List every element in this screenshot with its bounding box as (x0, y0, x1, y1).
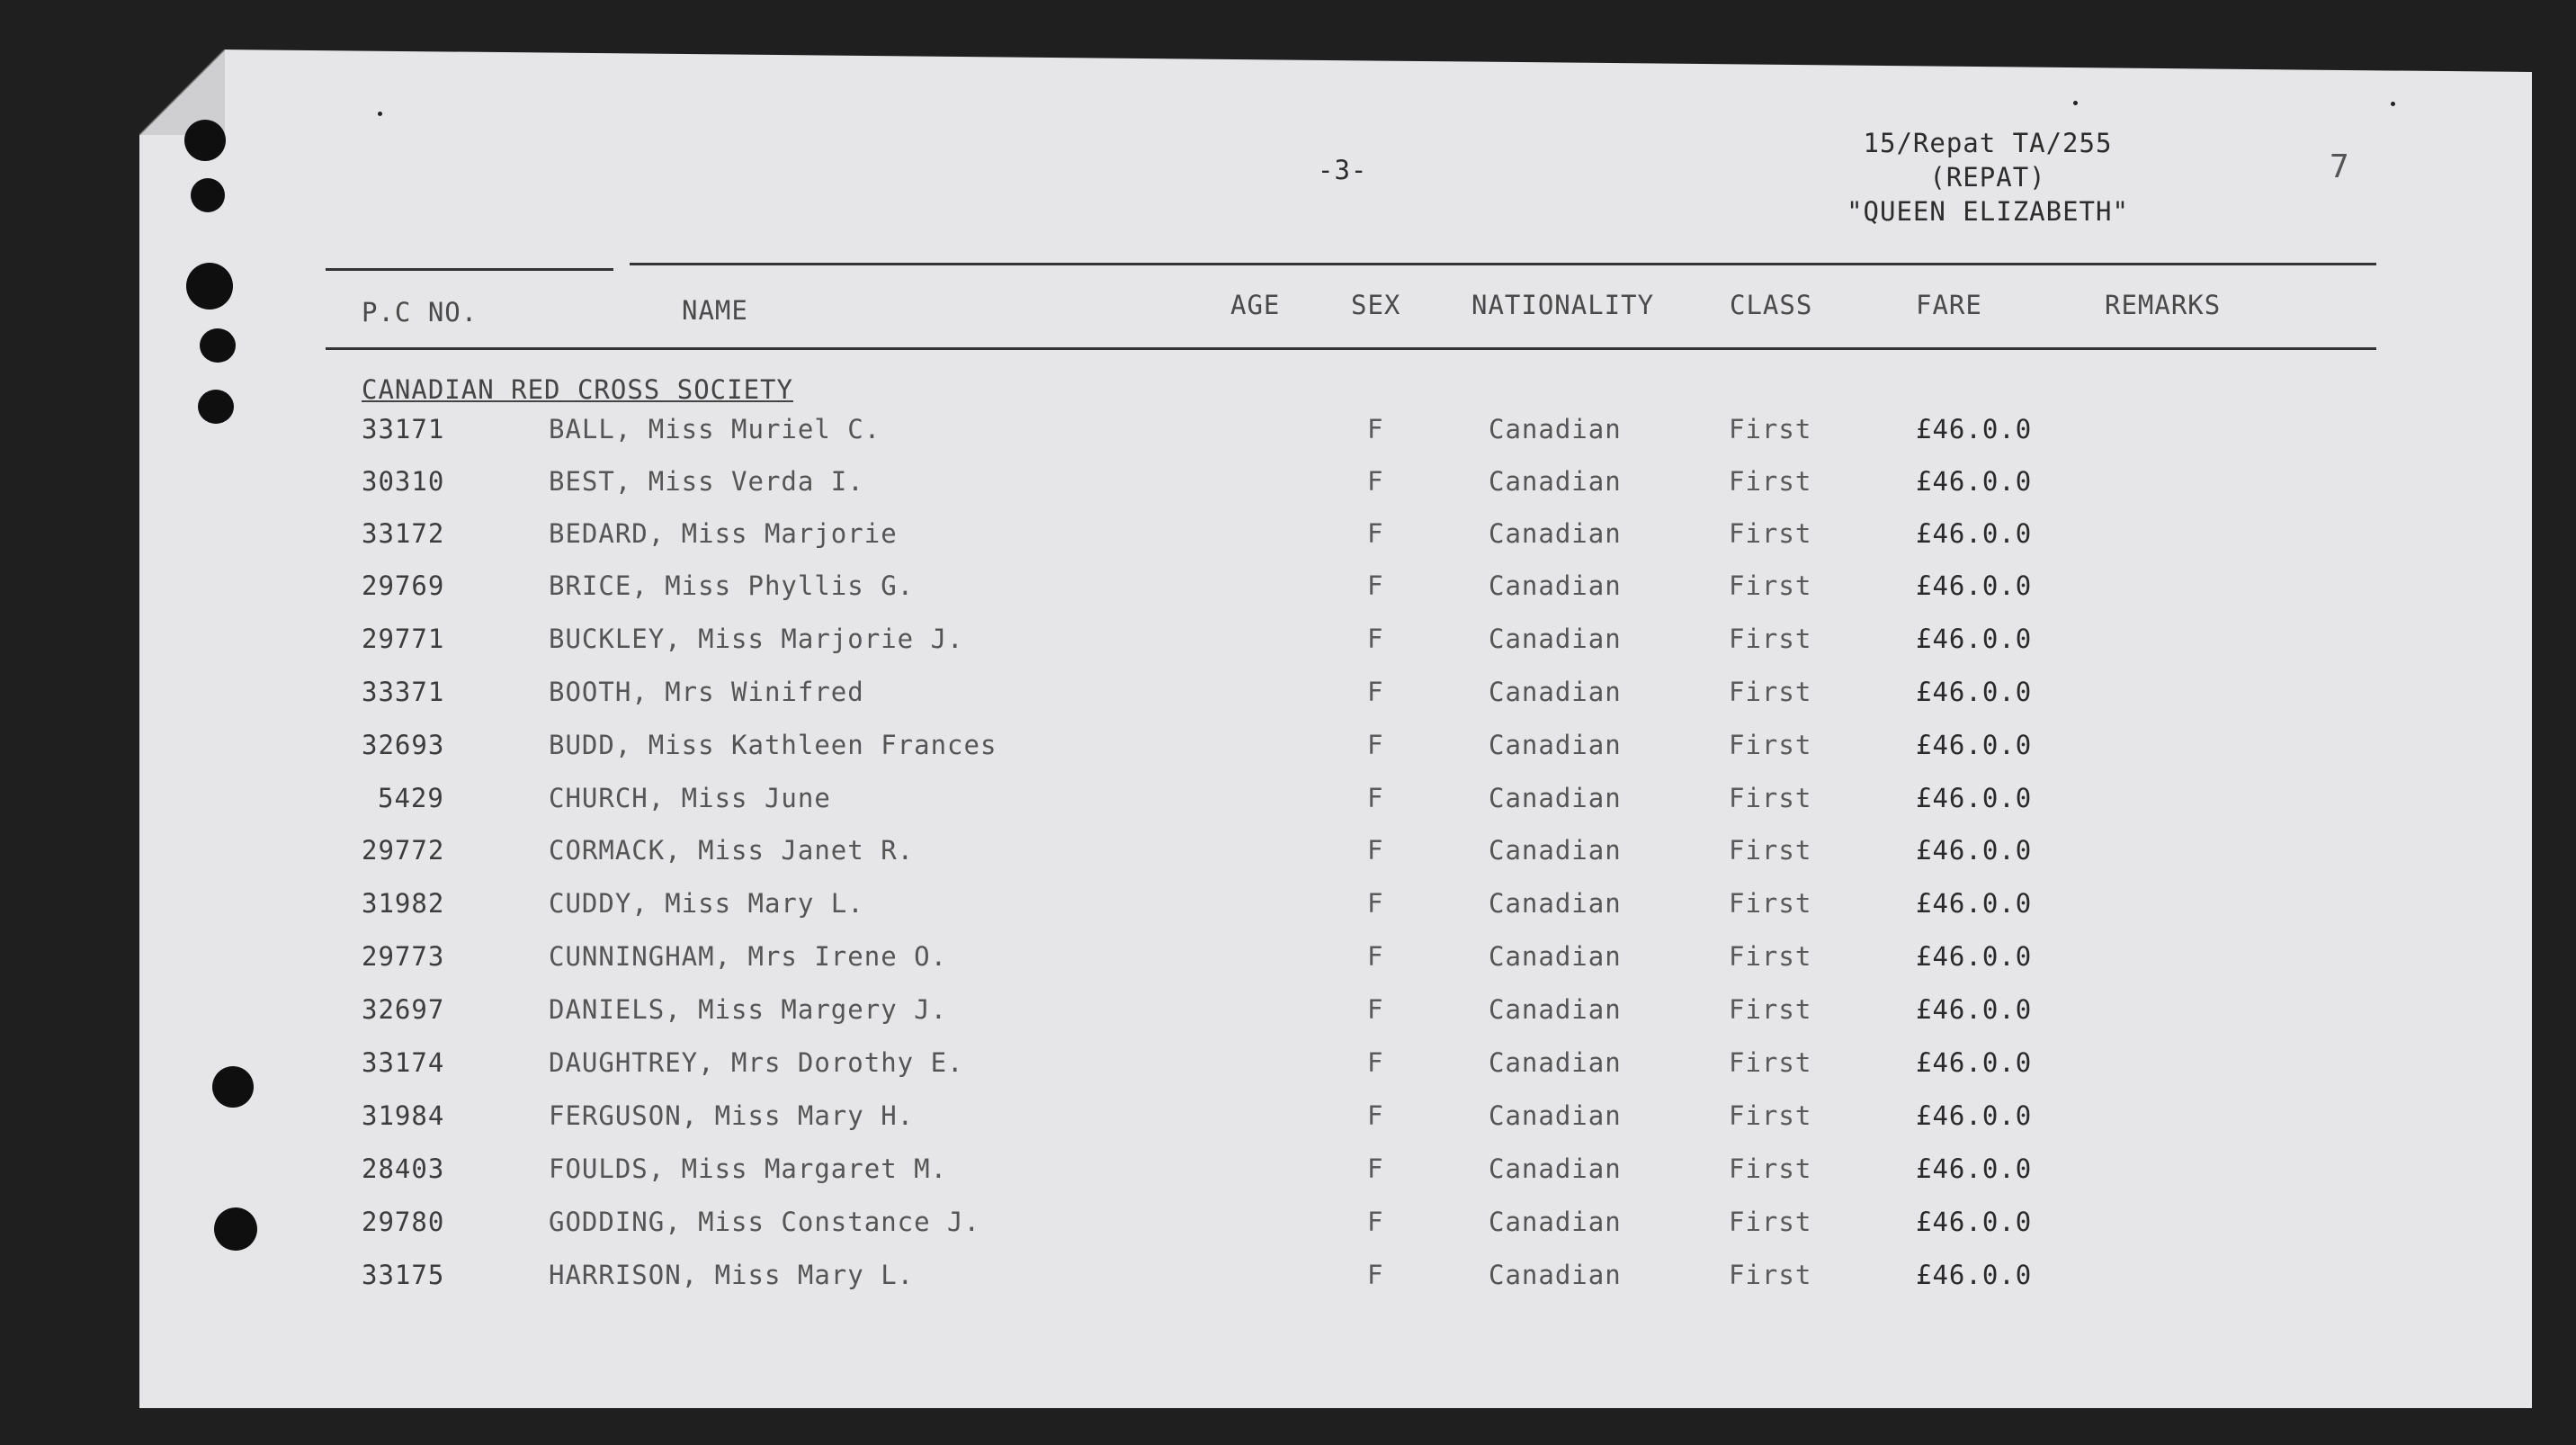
passenger-fare: £46.0.0 (1916, 624, 2033, 654)
prc-number: 33371 (362, 677, 445, 707)
column-header-class: CLASS (1730, 290, 1813, 320)
passenger-nationality: Canadian (1489, 518, 1622, 549)
table-row (0, 466, 2576, 502)
passenger-nationality: Canadian (1489, 1100, 1622, 1131)
passenger-name: BEST, Miss Verda I. (549, 466, 864, 497)
prc-number: 32697 (362, 994, 445, 1025)
passenger-nationality: Canadian (1489, 994, 1622, 1025)
reference-line-3: "QUEEN ELIZABETH" (1847, 196, 2129, 227)
passenger-class: First (1729, 624, 1812, 654)
passenger-name: FERGUSON, Miss Mary H. (549, 1100, 915, 1131)
passenger-fare: £46.0.0 (1916, 518, 2033, 549)
passenger-class: First (1729, 835, 1812, 866)
passenger-nationality: Canadian (1489, 1047, 1622, 1078)
passenger-class: First (1729, 730, 1812, 760)
passenger-sex: F (1367, 941, 1384, 972)
prc-number: 5429 (378, 783, 444, 813)
column-header-prc-no: P.C NO. (362, 297, 479, 328)
passenger-fare: £46.0.0 (1916, 941, 2033, 972)
passenger-class: First (1729, 677, 1812, 707)
passenger-name: BALL, Miss Muriel C. (549, 414, 881, 444)
prc-number: 31982 (362, 888, 445, 919)
table-row (0, 1260, 2576, 1296)
header-rule-top (630, 263, 2376, 265)
passenger-nationality: Canadian (1489, 1153, 1622, 1184)
passenger-nationality: Canadian (1489, 783, 1622, 813)
passenger-nationality: Canadian (1489, 941, 1622, 972)
punch-hole (184, 120, 226, 161)
column-header-name: NAME (682, 295, 748, 326)
ink-speck (2391, 102, 2395, 106)
punch-hole (186, 263, 233, 310)
passenger-fare: £46.0.0 (1916, 677, 2033, 707)
passenger-fare: £46.0.0 (1916, 835, 2033, 866)
prc-number: 29771 (362, 624, 445, 654)
passenger-nationality: Canadian (1489, 466, 1622, 497)
table-row (0, 783, 2576, 819)
passenger-nationality: Canadian (1489, 677, 1622, 707)
passenger-sex: F (1367, 677, 1384, 707)
prc-number: 33175 (362, 1260, 445, 1290)
passenger-class: First (1729, 994, 1812, 1025)
passenger-name: DAUGHTREY, Mrs Dorothy E. (549, 1047, 964, 1078)
prc-number: 33171 (362, 414, 445, 444)
table-row (0, 570, 2576, 606)
passenger-class: First (1729, 518, 1812, 549)
passenger-sex: F (1367, 783, 1384, 813)
passenger-name: BOOTH, Mrs Winifred (549, 677, 864, 707)
passenger-name: CUDDY, Miss Mary L. (549, 888, 864, 919)
passenger-class: First (1729, 414, 1812, 444)
table-row (0, 888, 2576, 924)
column-header-nationality: NATIONALITY (1471, 290, 1655, 320)
corner-mark: 7 (2330, 148, 2350, 185)
passenger-fare: £46.0.0 (1916, 1260, 2033, 1290)
passenger-nationality: Canadian (1489, 730, 1622, 760)
passenger-class: First (1729, 1260, 1812, 1290)
prc-number: 30310 (362, 466, 445, 497)
passenger-fare: £46.0.0 (1916, 888, 2033, 919)
passenger-nationality: Canadian (1489, 624, 1622, 654)
passenger-nationality: Canadian (1489, 1207, 1622, 1237)
section-title: CANADIAN RED CROSS SOCIETY (362, 374, 793, 405)
passenger-class: First (1729, 1100, 1812, 1131)
header-rule-bottom (326, 347, 2376, 350)
passenger-class: First (1729, 783, 1812, 813)
passenger-name: CHURCH, Miss June (549, 783, 831, 813)
prc-number: 29773 (362, 941, 445, 972)
passenger-fare: £46.0.0 (1916, 994, 2033, 1025)
passenger-nationality: Canadian (1489, 888, 1622, 919)
passenger-sex: F (1367, 1047, 1384, 1078)
prc-number: 31984 (362, 1100, 445, 1131)
passenger-sex: F (1367, 570, 1384, 601)
page-number: -3- (1318, 155, 1368, 185)
passenger-fare: £46.0.0 (1916, 1207, 2033, 1237)
reference-line-1: 15/Repat TA/255 (1863, 128, 2113, 158)
passenger-sex: F (1367, 994, 1384, 1025)
passenger-name: GODDING, Miss Constance J. (549, 1207, 980, 1237)
punch-hole (191, 178, 225, 212)
passenger-class: First (1729, 888, 1812, 919)
table-row (0, 414, 2576, 450)
passenger-fare: £46.0.0 (1916, 1047, 2033, 1078)
column-header-age: AGE (1230, 290, 1281, 320)
prc-number: 32693 (362, 730, 445, 760)
table-row (0, 1153, 2576, 1189)
passenger-fare: £46.0.0 (1916, 1153, 2033, 1184)
document-page (139, 49, 2532, 1408)
passenger-sex: F (1367, 1207, 1384, 1237)
reference-line-2: (REPAT) (1929, 162, 2046, 193)
prc-number: 29769 (362, 570, 445, 601)
table-row (0, 730, 2576, 766)
prc-number: 28403 (362, 1153, 445, 1184)
column-header-remarks: REMARKS (2105, 290, 2222, 320)
passenger-sex: F (1367, 730, 1384, 760)
passenger-sex: F (1367, 1260, 1384, 1290)
passenger-sex: F (1367, 835, 1384, 866)
punch-hole (200, 328, 236, 363)
passenger-name: BUDD, Miss Kathleen Frances (549, 730, 997, 760)
passenger-class: First (1729, 1153, 1812, 1184)
passenger-class: First (1729, 570, 1812, 601)
passenger-sex: F (1367, 466, 1384, 497)
table-row (0, 1207, 2576, 1243)
table-row (0, 994, 2576, 1030)
passenger-sex: F (1367, 888, 1384, 919)
passenger-class: First (1729, 941, 1812, 972)
passenger-name: BUCKLEY, Miss Marjorie J. (549, 624, 964, 654)
passenger-name: DANIELS, Miss Margery J. (549, 994, 948, 1025)
table-row (0, 835, 2576, 871)
table-row (0, 624, 2576, 660)
passenger-nationality: Canadian (1489, 414, 1622, 444)
passenger-name: CORMACK, Miss Janet R. (549, 835, 915, 866)
passenger-sex: F (1367, 1100, 1384, 1131)
passenger-name: FOULDS, Miss Margaret M. (549, 1153, 948, 1184)
passenger-fare: £46.0.0 (1916, 1100, 2033, 1131)
passenger-sex: F (1367, 624, 1384, 654)
passenger-fare: £46.0.0 (1916, 414, 2033, 444)
passenger-sex: F (1367, 518, 1384, 549)
passenger-nationality: Canadian (1489, 835, 1622, 866)
passenger-class: First (1729, 466, 1812, 497)
passenger-nationality: Canadian (1489, 570, 1622, 601)
table-row (0, 1100, 2576, 1136)
header-rule-top-left (326, 268, 613, 271)
passenger-name: CUNNINGHAM, Mrs Irene O. (549, 941, 948, 972)
passenger-name: HARRISON, Miss Mary L. (549, 1260, 915, 1290)
reference-block (1817, 126, 2159, 229)
prc-number: 29772 (362, 835, 445, 866)
passenger-class: First (1729, 1207, 1812, 1237)
column-header-sex: SEX (1351, 290, 1401, 320)
prc-number: 33174 (362, 1047, 445, 1078)
table-row (0, 1047, 2576, 1083)
table-row (0, 677, 2576, 713)
column-header-fare: FARE (1916, 290, 1982, 320)
table-row (0, 518, 2576, 554)
table-row (0, 941, 2576, 977)
passenger-sex: F (1367, 414, 1384, 444)
passenger-fare: £46.0.0 (1916, 783, 2033, 813)
passenger-nationality: Canadian (1489, 1260, 1622, 1290)
ink-speck (2073, 101, 2078, 105)
passenger-fare: £46.0.0 (1916, 466, 2033, 497)
passenger-class: First (1729, 1047, 1812, 1078)
passenger-name: BEDARD, Miss Marjorie (549, 518, 898, 549)
prc-number: 33172 (362, 518, 445, 549)
passenger-sex: F (1367, 1153, 1384, 1184)
passenger-name: BRICE, Miss Phyllis G. (549, 570, 915, 601)
ink-speck (378, 112, 382, 116)
passenger-fare: £46.0.0 (1916, 570, 2033, 601)
passenger-fare: £46.0.0 (1916, 730, 2033, 760)
prc-number: 29780 (362, 1207, 445, 1237)
